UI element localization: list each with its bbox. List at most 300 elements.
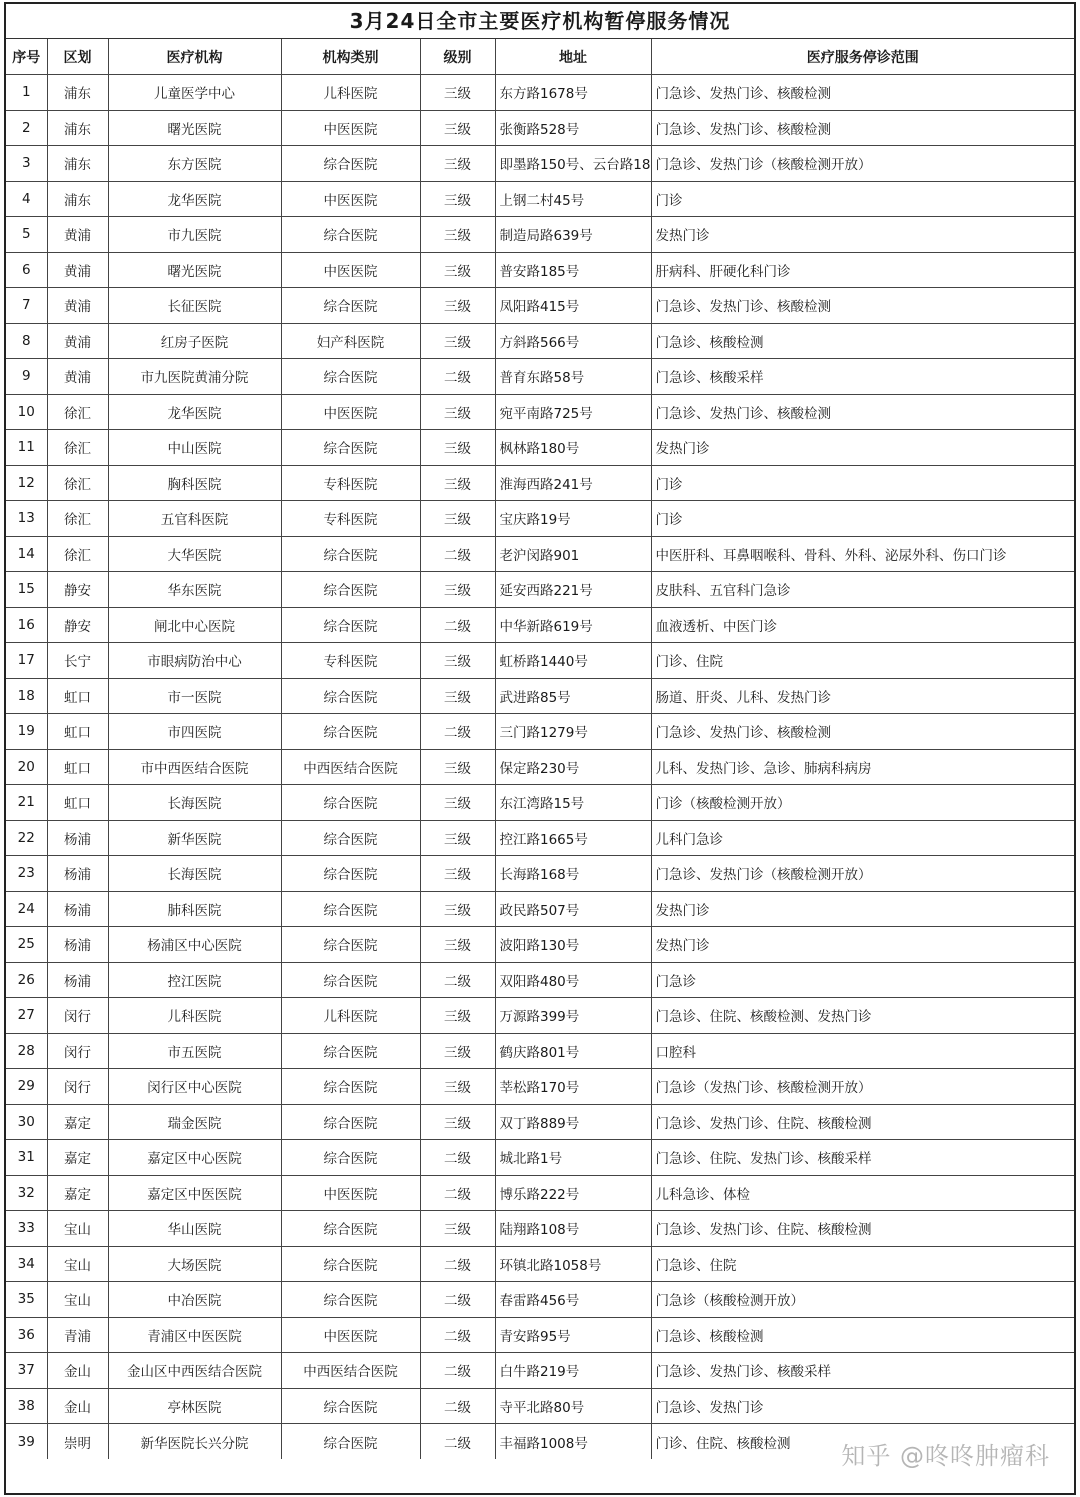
cell-institution: 嘉定区中医医院 [108,1175,281,1211]
cell-suspended-services: 门急诊、发热门诊、核酸检测 [651,75,1074,111]
cell-address: 莘松路170号 [495,1069,651,1105]
cell-category: 综合医院 [281,962,420,998]
cell-district: 宝山 [47,1282,108,1318]
cell-institution: 曙光医院 [108,252,281,288]
cell-level: 三级 [420,394,495,430]
cell-institution: 中冶医院 [108,1282,281,1318]
table-row [6,1388,1074,1424]
cell-category: 中医医院 [281,252,420,288]
cell-level: 三级 [420,572,495,608]
cell-index: 7 [6,288,47,324]
cell-district: 金山 [47,1353,108,1389]
table-row [6,891,1074,927]
cell-index: 34 [6,1246,47,1282]
table-row [6,1069,1074,1105]
cell-category: 专科医院 [281,643,420,679]
cell-index: 35 [6,1282,47,1318]
cell-address: 三门路1279号 [495,714,651,750]
cell-address: 普安路185号 [495,252,651,288]
cell-index: 10 [6,394,47,430]
cell-level: 二级 [420,1246,495,1282]
cell-address: 万源路399号 [495,998,651,1034]
cell-index: 37 [6,1353,47,1389]
cell-address: 凤阳路415号 [495,288,651,324]
cell-address: 环镇北路1058号 [495,1246,651,1282]
cell-district: 闵行 [47,998,108,1034]
cell-district: 杨浦 [47,927,108,963]
header-row [6,39,1074,75]
cell-suspended-services: 血液透析、中医门诊 [651,607,1074,643]
cell-level: 三级 [420,785,495,821]
cell-suspended-services: 门急诊、住院、发热门诊、核酸采样 [651,1140,1074,1176]
cell-index: 32 [6,1175,47,1211]
cell-institution: 华东医院 [108,572,281,608]
cell-category: 综合医院 [281,430,420,466]
cell-level: 三级 [420,110,495,146]
cell-address: 双阳路480号 [495,962,651,998]
cell-index: 27 [6,998,47,1034]
cell-category: 综合医院 [281,1069,420,1105]
table-row [6,572,1074,608]
cell-address: 普育东路58号 [495,359,651,395]
cell-index: 38 [6,1388,47,1424]
cell-category: 中西医结合医院 [281,749,420,785]
cell-index: 28 [6,1033,47,1069]
table-row [6,430,1074,466]
cell-institution: 大场医院 [108,1246,281,1282]
cell-district: 虹口 [47,785,108,821]
table-row [6,1211,1074,1247]
cell-address: 双丁路889号 [495,1104,651,1140]
cell-category: 中医医院 [281,110,420,146]
cell-index: 26 [6,962,47,998]
cell-district: 浦东 [47,146,108,182]
cell-category: 中医医院 [281,1175,420,1211]
cell-address: 博乐路222号 [495,1175,651,1211]
table-row [6,1282,1074,1318]
cell-level: 三级 [420,1069,495,1105]
table-row [6,643,1074,679]
cell-index: 6 [6,252,47,288]
cell-institution: 金山区中西医结合医院 [108,1353,281,1389]
cell-suspended-services: 肝病科、肝硬化科门诊 [651,252,1074,288]
cell-district: 虹口 [47,714,108,750]
cell-index: 14 [6,536,47,572]
table-row [6,217,1074,253]
cell-district: 徐汇 [47,394,108,430]
cell-address: 白牛路219号 [495,1353,651,1389]
table-row [6,962,1074,998]
cell-index: 39 [6,1424,47,1460]
cell-address: 宛平南路725号 [495,394,651,430]
cell-category: 综合医院 [281,927,420,963]
cell-district: 黄浦 [47,323,108,359]
table-row [6,714,1074,750]
cell-suspended-services: 门急诊、发热门诊、核酸检测 [651,288,1074,324]
header-level: 级别 [420,39,495,75]
cell-institution: 大华医院 [108,536,281,572]
cell-institution: 闵行区中心医院 [108,1069,281,1105]
cell-index: 33 [6,1211,47,1247]
cell-level: 三级 [420,1104,495,1140]
cell-district: 长宁 [47,643,108,679]
cell-suspended-services: 门急诊、发热门诊、核酸检测 [651,394,1074,430]
cell-address: 上钢二村45号 [495,181,651,217]
cell-category: 综合医院 [281,1211,420,1247]
cell-district: 徐汇 [47,465,108,501]
cell-institution: 市五医院 [108,1033,281,1069]
cell-suspended-services: 门诊、住院、核酸检测 [651,1424,1074,1460]
cell-suspended-services: 门急诊、发热门诊、住院、核酸检测 [651,1104,1074,1140]
cell-address: 鹤庆路801号 [495,1033,651,1069]
cell-institution: 市一医院 [108,678,281,714]
cell-suspended-services: 发热门诊 [651,430,1074,466]
cell-category: 综合医院 [281,1246,420,1282]
cell-level: 三级 [420,998,495,1034]
table-row [6,998,1074,1034]
table-row [6,1140,1074,1176]
cell-district: 闵行 [47,1069,108,1105]
table-row [6,856,1074,892]
cell-index: 3 [6,146,47,182]
cell-district: 嘉定 [47,1104,108,1140]
cell-institution: 市九医院 [108,217,281,253]
cell-index: 5 [6,217,47,253]
cell-category: 中医医院 [281,394,420,430]
table-row [6,501,1074,537]
cell-level: 三级 [420,856,495,892]
cell-index: 20 [6,749,47,785]
cell-category: 中医医院 [281,1317,420,1353]
cell-index: 30 [6,1104,47,1140]
cell-address: 保定路230号 [495,749,651,785]
cell-suspended-services: 门急诊、住院 [651,1246,1074,1282]
cell-category: 综合医院 [281,856,420,892]
cell-district: 嘉定 [47,1140,108,1176]
cell-institution: 肺科医院 [108,891,281,927]
cell-level: 二级 [420,962,495,998]
cell-category: 综合医院 [281,1388,420,1424]
cell-institution: 亭林医院 [108,1388,281,1424]
cell-suspended-services: 发热门诊 [651,927,1074,963]
cell-category: 综合医院 [281,1033,420,1069]
cell-address: 东方路1678号 [495,75,651,111]
cell-level: 二级 [420,1353,495,1389]
cell-category: 综合医院 [281,146,420,182]
cell-category: 综合医院 [281,607,420,643]
cell-district: 浦东 [47,75,108,111]
hospital-table [6,39,1074,1459]
cell-address: 枫林路180号 [495,430,651,466]
cell-district: 杨浦 [47,856,108,892]
cell-address: 寺平北路80号 [495,1388,651,1424]
table-row [6,749,1074,785]
table-row [6,1317,1074,1353]
cell-district: 杨浦 [47,820,108,856]
cell-district: 青浦 [47,1317,108,1353]
cell-institution: 东方医院 [108,146,281,182]
cell-level: 三级 [420,288,495,324]
cell-address: 老沪闵路901 [495,536,651,572]
table-row [6,359,1074,395]
cell-level: 三级 [420,146,495,182]
cell-institution: 市九医院黄浦分院 [108,359,281,395]
cell-category: 综合医院 [281,288,420,324]
table-row [6,323,1074,359]
cell-address: 虹桥路1440号 [495,643,651,679]
cell-level: 三级 [420,217,495,253]
cell-index: 25 [6,927,47,963]
cell-level: 三级 [420,891,495,927]
cell-address: 陆翔路108号 [495,1211,651,1247]
header-index: 序号 [6,39,47,75]
cell-level: 三级 [420,927,495,963]
cell-category: 专科医院 [281,501,420,537]
cell-suspended-services: 门急诊、发热门诊、核酸检测 [651,714,1074,750]
cell-institution: 华山医院 [108,1211,281,1247]
cell-level: 三级 [420,323,495,359]
cell-address: 延安西路221号 [495,572,651,608]
cell-district: 黄浦 [47,217,108,253]
cell-index: 21 [6,785,47,821]
cell-institution: 市中西医结合医院 [108,749,281,785]
cell-district: 崇明 [47,1424,108,1460]
table-row [6,607,1074,643]
cell-category: 综合医院 [281,785,420,821]
cell-address: 春雷路456号 [495,1282,651,1318]
watermark: 知乎 @咚咚肿瘤科 [841,1442,1050,1470]
cell-level: 三级 [420,75,495,111]
cell-address: 丰福路1008号 [495,1424,651,1460]
cell-district: 徐汇 [47,430,108,466]
table-row [6,785,1074,821]
cell-index: 11 [6,430,47,466]
cell-category: 综合医院 [281,217,420,253]
table-row [6,110,1074,146]
cell-level: 三级 [420,749,495,785]
cell-level: 二级 [420,1140,495,1176]
cell-index: 12 [6,465,47,501]
cell-level: 三级 [420,252,495,288]
cell-suspended-services: 发热门诊 [651,891,1074,927]
cell-district: 宝山 [47,1246,108,1282]
cell-institution: 长征医院 [108,288,281,324]
cell-institution: 控江医院 [108,962,281,998]
cell-address: 波阳路130号 [495,927,651,963]
cell-category: 综合医院 [281,714,420,750]
cell-level: 三级 [420,1033,495,1069]
cell-suspended-services: 门急诊、发热门诊（核酸检测开放） [651,146,1074,182]
cell-level: 二级 [420,714,495,750]
cell-address: 武进路85号 [495,678,651,714]
cell-suspended-services: 门急诊、发热门诊（核酸检测开放） [651,856,1074,892]
table-row [6,536,1074,572]
table-row [6,1246,1074,1282]
cell-district: 虹口 [47,749,108,785]
table-row [6,146,1074,182]
cell-district: 黄浦 [47,288,108,324]
cell-institution: 闸北中心医院 [108,607,281,643]
cell-institution: 市眼病防治中心 [108,643,281,679]
cell-category: 儿科医院 [281,75,420,111]
cell-category: 综合医院 [281,820,420,856]
table-row [6,1104,1074,1140]
cell-address: 淮海西路241号 [495,465,651,501]
cell-institution: 杨浦区中心医院 [108,927,281,963]
cell-district: 黄浦 [47,359,108,395]
cell-institution: 嘉定区中心医院 [108,1140,281,1176]
cell-level: 二级 [420,536,495,572]
cell-level: 三级 [420,181,495,217]
cell-category: 专科医院 [281,465,420,501]
cell-institution: 新华医院 [108,820,281,856]
cell-institution: 儿童医学中心 [108,75,281,111]
table-row [6,252,1074,288]
cell-district: 徐汇 [47,536,108,572]
cell-district: 杨浦 [47,891,108,927]
cell-district: 宝山 [47,1211,108,1247]
cell-index: 1 [6,75,47,111]
cell-category: 儿科医院 [281,998,420,1034]
cell-suspended-services: 门诊（核酸检测开放） [651,785,1074,821]
cell-institution: 儿科医院 [108,998,281,1034]
cell-index: 36 [6,1317,47,1353]
cell-suspended-services: 中医肝科、耳鼻咽喉科、骨科、外科、泌尿外科、伤口门诊 [651,536,1074,572]
cell-suspended-services: 门急诊（发热门诊、核酸检测开放） [651,1069,1074,1105]
table-row [6,394,1074,430]
table-row [6,820,1074,856]
cell-suspended-services: 门急诊、发热门诊、住院、核酸检测 [651,1211,1074,1247]
cell-level: 三级 [420,465,495,501]
cell-level: 二级 [420,1388,495,1424]
cell-district: 徐汇 [47,501,108,537]
table-row [6,288,1074,324]
cell-institution: 胸科医院 [108,465,281,501]
cell-suspended-services: 门急诊、发热门诊、核酸采样 [651,1353,1074,1389]
table-body [6,75,1074,1460]
cell-category: 妇产科医院 [281,323,420,359]
header-district: 区划 [47,39,108,75]
cell-institution: 曙光医院 [108,110,281,146]
cell-index: 18 [6,678,47,714]
cell-category: 中西医结合医院 [281,1353,420,1389]
cell-address: 青安路95号 [495,1317,651,1353]
cell-level: 二级 [420,1282,495,1318]
table-row [6,927,1074,963]
cell-suspended-services: 门诊、住院 [651,643,1074,679]
cell-institution: 市四医院 [108,714,281,750]
table-row [6,1175,1074,1211]
cell-index: 2 [6,110,47,146]
cell-district: 嘉定 [47,1175,108,1211]
table-row [6,678,1074,714]
cell-district: 杨浦 [47,962,108,998]
cell-category: 综合医院 [281,1140,420,1176]
cell-address: 控江路1665号 [495,820,651,856]
cell-index: 13 [6,501,47,537]
cell-suspended-services: 门急诊、核酸检测 [651,1317,1074,1353]
cell-address: 中华新路619号 [495,607,651,643]
cell-district: 静安 [47,607,108,643]
cell-institution: 龙华医院 [108,394,281,430]
cell-level: 二级 [420,607,495,643]
cell-address: 宝庆路19号 [495,501,651,537]
cell-category: 综合医院 [281,1104,420,1140]
cell-level: 三级 [420,820,495,856]
cell-index: 9 [6,359,47,395]
cell-suspended-services: 皮肤科、五官科门急诊 [651,572,1074,608]
cell-suspended-services: 门急诊 [651,962,1074,998]
cell-category: 中医医院 [281,181,420,217]
cell-level: 三级 [420,1211,495,1247]
cell-suspended-services: 儿科急诊、体检 [651,1175,1074,1211]
cell-index: 29 [6,1069,47,1105]
header-institution: 医疗机构 [108,39,281,75]
cell-address: 制造局路639号 [495,217,651,253]
cell-index: 8 [6,323,47,359]
cell-suspended-services: 门急诊、核酸采样 [651,359,1074,395]
cell-index: 16 [6,607,47,643]
table-row [6,75,1074,111]
table-row [6,181,1074,217]
cell-level: 二级 [420,1424,495,1460]
cell-suspended-services: 门诊 [651,465,1074,501]
header-address: 地址 [495,39,651,75]
cell-suspended-services: 门急诊、发热门诊 [651,1388,1074,1424]
cell-district: 浦东 [47,181,108,217]
cell-suspended-services: 门急诊、住院、核酸检测、发热门诊 [651,998,1074,1034]
table-sheet [4,2,1076,1495]
cell-district: 金山 [47,1388,108,1424]
cell-category: 综合医院 [281,1282,420,1318]
cell-suspended-services: 肠道、肝炎、儿科、发热门诊 [651,678,1074,714]
cell-category: 综合医院 [281,572,420,608]
page-title: 3月24日全市主要医疗机构暂停服务情况 [6,4,1074,39]
cell-category: 综合医院 [281,536,420,572]
cell-suspended-services: 儿科门急诊 [651,820,1074,856]
cell-index: 17 [6,643,47,679]
cell-level: 二级 [420,1175,495,1211]
cell-category: 综合医院 [281,891,420,927]
cell-address: 即墨路150号、云台路18 [495,146,651,182]
cell-suspended-services: 门急诊、核酸检测 [651,323,1074,359]
cell-address: 政民路507号 [495,891,651,927]
cell-district: 黄浦 [47,252,108,288]
cell-suspended-services: 口腔科 [651,1033,1074,1069]
cell-institution: 瑞金医院 [108,1104,281,1140]
cell-institution: 新华医院长兴分院 [108,1424,281,1460]
cell-level: 二级 [420,359,495,395]
cell-address: 长海路168号 [495,856,651,892]
cell-district: 浦东 [47,110,108,146]
cell-suspended-services: 发热门诊 [651,217,1074,253]
header-suspended-services: 医疗服务停诊范围 [651,39,1074,75]
cell-suspended-services: 门急诊（核酸检测开放） [651,1282,1074,1318]
cell-district: 静安 [47,572,108,608]
cell-institution: 中山医院 [108,430,281,466]
table-row [6,1353,1074,1389]
table-header [6,39,1074,75]
cell-district: 闵行 [47,1033,108,1069]
cell-index: 15 [6,572,47,608]
cell-index: 31 [6,1140,47,1176]
cell-suspended-services: 门急诊、发热门诊、核酸检测 [651,110,1074,146]
cell-institution: 长海医院 [108,785,281,821]
cell-index: 22 [6,820,47,856]
cell-index: 4 [6,181,47,217]
cell-district: 虹口 [47,678,108,714]
cell-index: 23 [6,856,47,892]
